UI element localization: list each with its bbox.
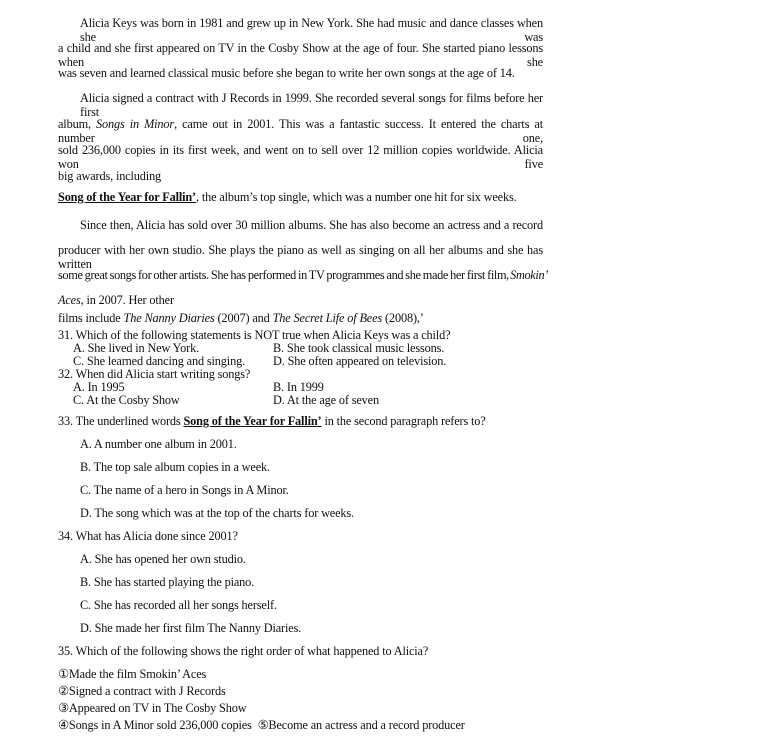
q33-option-b[interactable]: B. The top sale album copies in a week.: [80, 460, 270, 474]
text-span: some great songs for other artists. She has performed in TV programmes and she made her first film,: [58, 268, 509, 282]
q31-option-c[interactable]: C. She learned dancing and singing.: [73, 354, 245, 368]
text-span: (2008),’: [385, 311, 424, 325]
q34-option-d[interactable]: D. She made her first film The Nanny Diaries.: [80, 621, 302, 635]
question-35: 35. Which of the following shows the right order of what happened to Alicia?: [58, 644, 429, 658]
q33-option-c[interactable]: C. The name of a hero in Songs in A Minor.: [80, 483, 289, 497]
q32-option-d[interactable]: D. At the age of seven: [273, 393, 379, 407]
q33-option-a[interactable]: A. A number one album in 2001.: [80, 437, 237, 451]
q32-option-b[interactable]: B. In 1999: [273, 380, 324, 394]
q35-event-5: ⑤Become an actress and a record producer: [257, 718, 465, 732]
passage-p3-line4: [58, 293, 543, 307]
passage-p3-line5: [58, 311, 543, 325]
passage-p3-line2: producer with her own studio. She plays the piano as well as singing on all her albums and she has written: [58, 243, 543, 271]
q32-option-c[interactable]: C. At the Cosby Show: [73, 393, 180, 407]
q31-option-a[interactable]: A. She lived in New York.: [73, 341, 200, 355]
passage-p1-line2: a child and she first appeared on TV in the Cosby Show at the age of four. She started piano lessons when she: [58, 41, 543, 69]
q33-option-d[interactable]: D. The song which was at the top of the charts for weeks.: [80, 506, 354, 520]
q35-event-4: ④Songs in A Minor sold 236,000 copies: [58, 718, 252, 732]
q34-option-b[interactable]: B. She has started playing the piano.: [80, 575, 255, 589]
text-span: album,: [58, 117, 91, 131]
text-span: in the second paragraph refers to?: [324, 414, 486, 428]
passage-p1-line1: Alicia Keys was born in 1981 and grew up in New York. She had music and dance classes when she was: [80, 16, 543, 44]
q34-option-c[interactable]: C. She has recorded all her songs herself.: [80, 598, 277, 612]
album-title-italic: Songs in Minor: [96, 117, 175, 131]
q35-event-4-5: [58, 718, 543, 732]
q35-event-3: ③Appeared on TV in The Cosby Show: [58, 701, 247, 715]
q35-event-2: ②Signed a contract with J Records: [58, 684, 226, 698]
text-span: films include: [58, 311, 121, 325]
film-title-italic: The Nanny Diaries: [123, 311, 215, 325]
text-span: , came out in 2001. This was a fantastic success. It entered the charts at number one,: [58, 117, 543, 145]
passage-p2-line3: sold 236,000 copies in its first week, and went on to sell over 12 million copies worldwide. Alicia won five: [58, 143, 543, 171]
passage-p3-line1: Since then, Alicia has sold over 30 million albums. She has also become an actress and a record: [80, 218, 543, 232]
underlined-phrase: Song of the Year for Fallin’: [183, 414, 322, 428]
text-span: (2007) and: [217, 311, 270, 325]
passage-p2-line2: [58, 117, 543, 145]
text-span: , the album’s top single, which was a number one hit for six weeks.: [196, 190, 517, 204]
q31-option-b[interactable]: B. She took classical music lessons.: [273, 341, 445, 355]
film-title-italic: Smokin’: [510, 268, 548, 282]
question-31: 31. Which of the following statements is NOT true when Alicia Keys was a child?: [58, 328, 451, 342]
q31-option-d[interactable]: D. She often appeared on television.: [273, 354, 447, 368]
q34-option-a[interactable]: A. She has opened her own studio.: [80, 552, 246, 566]
q35-event-1: ①Made the film Smokin’ Aces: [58, 667, 207, 681]
text-span: 33. The underlined words: [58, 414, 181, 428]
underlined-phrase: Song of the Year for Fallin’: [58, 190, 197, 204]
film-title-italic: The Secret Life of Bees: [272, 311, 383, 325]
passage-p1-line3: was seven and learned classical music before she began to write her own songs at the age of 14.: [58, 66, 515, 80]
q32-option-a[interactable]: A. In 1995: [73, 380, 125, 394]
passage-p2-line4: big awards, including: [58, 169, 162, 183]
passage-p3-line3: [58, 268, 548, 282]
question-33: [58, 414, 543, 428]
passage-p2-line5: [58, 190, 543, 204]
passage-p2-line1: Alicia signed a contract with J Records in 1999. She recorded several songs for films before her first: [80, 91, 543, 119]
film-title-italic: Aces: [58, 293, 81, 307]
question-34: 34. What has Alicia done since 2001?: [58, 529, 238, 543]
question-32: 32. When did Alicia start writing songs?: [58, 367, 251, 381]
text-span: , in 2007. Her other: [80, 293, 174, 307]
